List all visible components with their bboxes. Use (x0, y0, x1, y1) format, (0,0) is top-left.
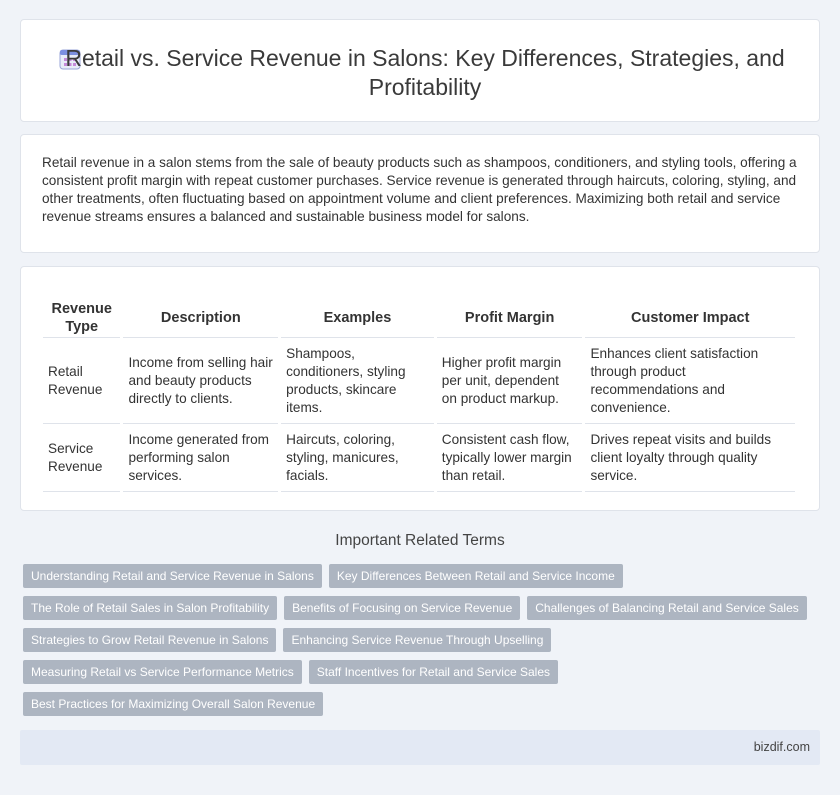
related-term-link[interactable]: Challenges of Balancing Retail and Service Sales (527, 596, 807, 620)
related-term-link[interactable]: Benefits of Focusing on Service Revenue (284, 596, 520, 620)
related-terms-list (23, 564, 813, 724)
column-header: Description (122, 295, 280, 337)
table-cell: Higher profit margin per unit, dependent on product markup. (435, 337, 584, 423)
table-cell: Consistent cash flow, typically lower margin than retail. (435, 423, 584, 491)
table-cell: Income from selling hair and beauty products directly to clients. (122, 337, 280, 423)
related-term-link[interactable]: Understanding Retail and Service Revenue in Salons (23, 564, 322, 588)
table-row (43, 423, 797, 491)
related-term-link[interactable]: Key Differences Between Retail and Service Income (329, 564, 623, 588)
column-header: Profit Margin (435, 295, 584, 337)
table-cell: Enhances client satisfaction through product recommendations and convenience. (584, 337, 797, 423)
comparison-table-card (20, 266, 820, 511)
related-term-link[interactable]: Staff Incentives for Retail and Service Sales (309, 660, 558, 684)
intro-paragraph: Retail revenue in a salon stems from the sale of beauty products such as shampoos, conditioners, and styling tools, offering a consistent profit margin with repeat customer purchases. Service revenue is generated through haircuts, coloring, styling, and other treatments, often fluctuating based on appointment volume and client preferences. Maximizing both retail and service revenue streams ensures a balanced and sustainable business model for salons. (42, 155, 797, 224)
table-cell: Shampoos, conditioners, styling products, skincare items. (280, 337, 436, 423)
table-cell: Service Revenue (43, 423, 122, 491)
column-header: Examples (280, 295, 436, 337)
page-title: Retail vs. Service Revenue in Salons: Key Differences, Strategies, and Profitability (65, 45, 785, 100)
title-card (20, 19, 820, 122)
table-cell: Drives repeat visits and builds client loyalty through quality service. (584, 423, 797, 491)
column-header: Customer Impact (584, 295, 797, 337)
related-terms-heading: Important Related Terms (335, 532, 505, 549)
comparison-table (43, 295, 798, 492)
site-name[interactable]: bizdif.com (753, 740, 810, 754)
column-header: Revenue Type (43, 295, 122, 337)
related-term-link[interactable]: Best Practices for Maximizing Overall Salon Revenue (23, 692, 323, 716)
table-cell: Retail Revenue (43, 337, 122, 423)
related-term-link[interactable]: Strategies to Grow Retail Revenue in Salons (23, 628, 276, 652)
footer (20, 730, 820, 765)
related-term-link[interactable]: Measuring Retail vs Service Performance Metrics (23, 660, 302, 684)
table-cell: Haircuts, coloring, styling, manicures, facials. (280, 423, 436, 491)
related-term-link[interactable]: The Role of Retail Sales in Salon Profitability (23, 596, 277, 620)
intro-card (20, 134, 820, 253)
table-row (43, 337, 797, 423)
related-term-link[interactable]: Enhancing Service Revenue Through Upselling (283, 628, 551, 652)
table-cell: Income generated from performing salon services. (122, 423, 280, 491)
table-header-row (43, 295, 797, 337)
